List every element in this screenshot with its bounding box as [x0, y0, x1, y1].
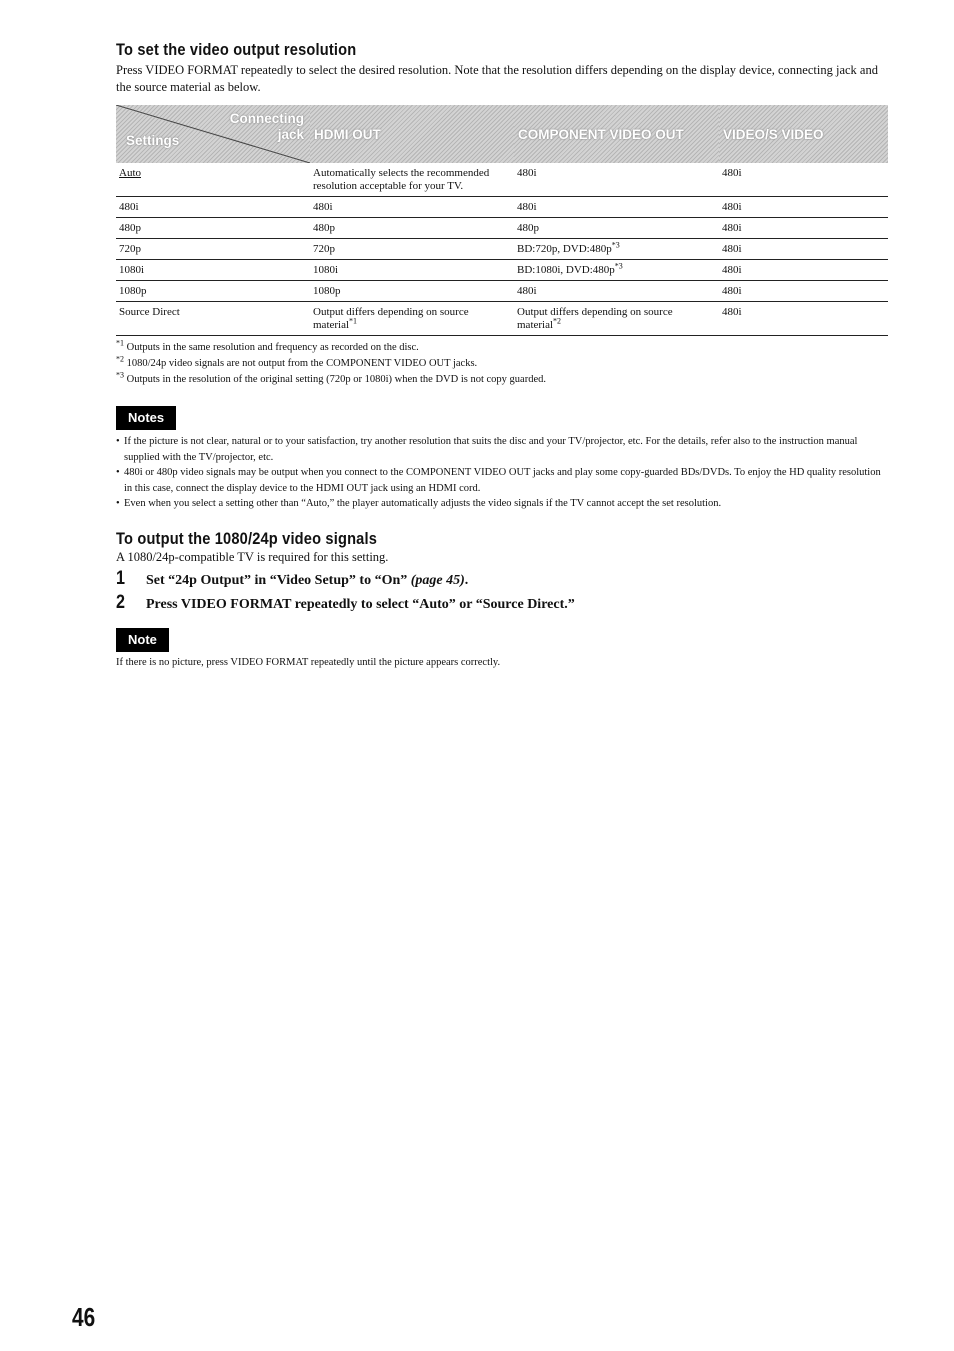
- note-label: Note: [116, 628, 169, 652]
- footnote-ref: *2: [553, 316, 562, 326]
- component-cell: Output differs depending on source material$^{*2}$: [517, 306, 673, 331]
- page-content: [116, 40, 888, 670]
- requirement-text: A 1080/24p-compatible TV is required for this setting.: [116, 549, 389, 564]
- footnotes: [116, 340, 888, 388]
- table-row: [116, 218, 888, 239]
- component-cell: 480i: [517, 285, 537, 297]
- list-item: • If the picture is not clear, natural or to your satisfaction, try another resolution that suits the disc and your TV/projector, etc. For the details, refer also to the instruction manual supplied with the TV/projector, etc.: [116, 434, 888, 465]
- hdmi-cell: Automatically selects the recommended resolution acceptable for your TV.: [313, 167, 490, 192]
- video-cell: 480i: [722, 243, 742, 255]
- setting-cell: 480p: [119, 222, 141, 234]
- header-hdmi-out: HDMI OUT: [310, 105, 514, 163]
- video-cell: 480i: [722, 222, 742, 234]
- table-row: [116, 239, 888, 260]
- notes-label: Notes: [116, 406, 176, 430]
- header-component-video-out: COMPONENT VIDEO OUT: [514, 105, 719, 163]
- component-cell: BD:1080i, $DVD:480p^{*3}$: [517, 261, 623, 276]
- section-heading-1080-24p: To output the 1080/24p video signals: [116, 528, 378, 548]
- list-item: • Even when you select a setting other than “Auto,” the player automatically adjusts the video signals if the TV cannot accept the set resolution.: [116, 496, 888, 512]
- table-row: [116, 197, 888, 218]
- footnote: $^{*3}$ Outputs in the resolution of the original setting (720p or 1080i) when the DVD is not copy guarded.: [116, 370, 546, 385]
- corner-label-connecting: Connecting: [229, 111, 304, 126]
- hdmi-cell: 720p: [313, 243, 335, 255]
- setting-cell: 1080p: [119, 285, 147, 297]
- corner-label-jack: jack: [277, 127, 304, 142]
- hdmi-cell: 1080i: [313, 264, 339, 276]
- corner-header-cell: [116, 105, 310, 163]
- table-header-row: [116, 105, 888, 163]
- footnote-ref: *3: [614, 261, 623, 271]
- resolution-table: [116, 105, 888, 336]
- video-cell: 480i: [722, 201, 742, 213]
- setting-cell: 480i: [119, 201, 139, 213]
- video-cell: 480i: [722, 285, 742, 297]
- setting-cell: 720p: [119, 243, 141, 255]
- step-number: 2: [116, 591, 125, 613]
- hdmi-cell: 480p: [313, 222, 335, 234]
- video-cell: 480i: [722, 306, 742, 318]
- table-row: [116, 281, 888, 302]
- hdmi-cell: Output differs depending on source material$^{*1}$: [313, 306, 469, 331]
- component-cell: 480i: [517, 201, 537, 213]
- note-text: If there is no picture, press VIDEO FORMAT repeatedly until the picture appears correctly.: [116, 656, 501, 668]
- hdmi-cell: 480i: [313, 201, 333, 213]
- table-row: [116, 260, 888, 281]
- hdmi-cell: 1080p: [313, 285, 341, 297]
- setting-cell: 1080i: [119, 264, 145, 276]
- table-row: [116, 163, 888, 197]
- component-cell: 480p: [517, 222, 539, 234]
- page-reference: (page 45): [410, 572, 465, 588]
- step-1: [116, 568, 888, 590]
- setting-cell: Source Direct: [119, 306, 180, 318]
- component-cell: 480i: [517, 167, 537, 179]
- intro-paragraph: Press VIDEO FORMAT repeatedly to select the desired resolution. Note that the resolution differs depending on the display device, connecting jack and the source material as below.: [116, 63, 878, 94]
- step-number: 1: [116, 567, 125, 589]
- header-video-s-video: VIDEO/S VIDEO: [719, 105, 888, 163]
- footnote: $^{*1}$ Outputs in the same resolution and frequency as recorded on the disc.: [116, 338, 419, 353]
- notes-list: [116, 434, 888, 512]
- component-cell: BD:720p, $DVD:480p^{*3}$: [517, 240, 620, 255]
- table-row: [116, 302, 888, 336]
- video-cell: 480i: [722, 167, 742, 179]
- step-text: Press VIDEO FORMAT repeatedly to select “Auto” or “Source Direct.”: [146, 596, 575, 612]
- footnote-ref: *3: [611, 240, 620, 250]
- step-2: [116, 592, 888, 614]
- page-number: 46: [72, 1302, 96, 1332]
- video-cell: 480i: [722, 264, 742, 276]
- step-text: Set “24p Output” in “Video Setup” to “On” (page 45).: [146, 572, 469, 588]
- footnote-ref: *1: [349, 316, 358, 326]
- footnote: $^{*2}$ 1080/24p video signals are not output from the COMPONENT VIDEO OUT jacks.: [116, 354, 478, 369]
- corner-label-settings: Settings: [126, 133, 180, 148]
- section-heading-resolution: To set the video output resolution: [116, 40, 357, 59]
- setting-cell: Auto: [119, 167, 141, 179]
- list-item: • 480i or 480p video signals may be output when you connect to the COMPONENT VIDEO OUT jacks and play some copy-guarded BDs/DVDs. To enjoy the HD quality resolution in this case, connect the display device to the HDMI OUT jack using an HDMI cord.: [116, 465, 888, 496]
